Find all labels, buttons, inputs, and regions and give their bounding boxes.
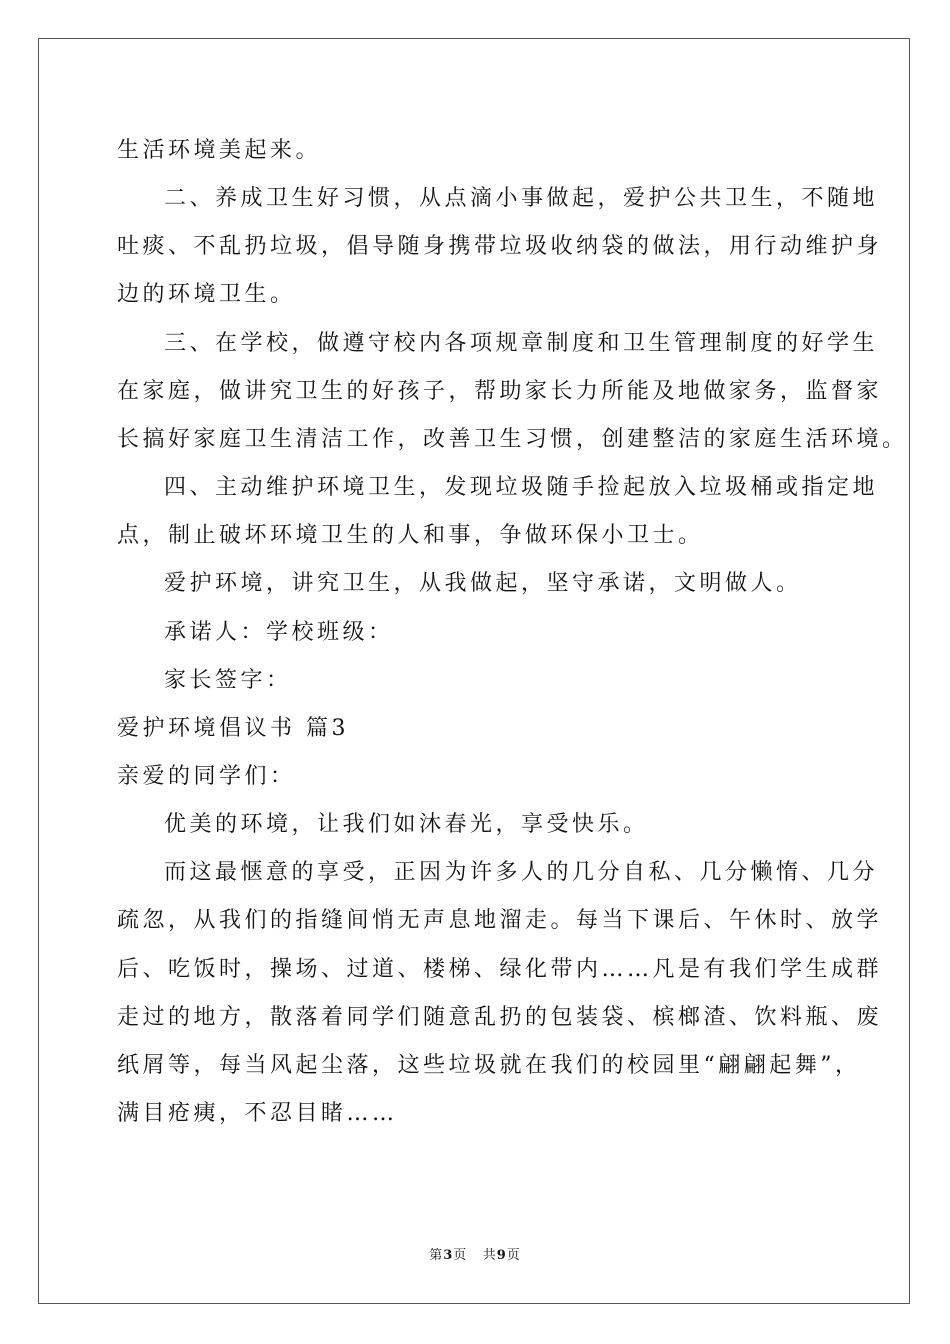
total-suffix: 页 <box>506 1248 521 1263</box>
page-suffix: 页 <box>453 1248 468 1263</box>
page-number: 3 <box>443 1248 454 1263</box>
total-pages: 9 <box>496 1248 507 1263</box>
total-prefix: 共 <box>482 1248 497 1263</box>
page-prefix: 第 <box>429 1248 444 1263</box>
paragraph-line: 三、在学校，做遵守校内各项规章制度和卫生管理制度的好学生 <box>164 331 879 356</box>
paragraph-line: 爱护环境，讲究卫生，从我做起，坚守承诺，文明做人。 <box>164 571 802 596</box>
paragraph-line: 二、养成卫生好习惯，从点滴小事做起，爱护公共卫生，不随地 <box>164 186 879 211</box>
paragraph-line: 优美的环境，让我们如沐春光，享受快乐。 <box>164 812 649 837</box>
paragraph-line: 在家庭，做讲究卫生的好孩子，帮助家长力所能及地做家务，监督家 <box>117 379 883 404</box>
paragraph-line: 后、吃饭时，操场、过道、楼梯、绿化带内……凡是有我们学生成群 <box>117 957 883 982</box>
paragraph-line: 生活环境美起来。 <box>117 138 322 163</box>
signature-line: 承诺人：学校班级： <box>164 620 394 645</box>
page-footer <box>0 1246 950 1266</box>
paragraph-line: 边的环境卫生。 <box>117 282 296 307</box>
paragraph-line: 长搞好家庭卫生清洁工作，改善卫生习惯，创建整洁的家庭生活环境。 <box>117 427 908 452</box>
signature-line: 家长签字： <box>164 668 292 693</box>
section-heading: 爱护环境倡议书 篇3 <box>117 716 349 741</box>
paragraph-line: 疏忽，从我们的指缝间悄无声息地溜走。每当下课后、午休时、放学 <box>117 908 883 933</box>
paragraph-line: 走过的地方，散落着同学们随意乱扔的包装袋、槟榔渣、饮料瓶、废 <box>117 1005 883 1030</box>
paragraph-line: 而这最惬意的享受，正因为许多人的几分自私、几分懒惰、几分 <box>164 860 879 885</box>
paragraph-line: 吐痰、不乱扔垃圾，倡导随身携带垃圾收纳袋的做法，用行动维护身 <box>117 234 883 259</box>
paragraph-line: 满目疮痍，不忍目睹…… <box>117 1101 398 1126</box>
paragraph-line: 四、主动维护环境卫生，发现垃圾随手捡起放入垃圾桶或指定地 <box>164 475 879 500</box>
salutation: 亲爱的同学们： <box>117 764 296 789</box>
paragraph-line: 点，制止破坏环境卫生的人和事，争做环保小卫士。 <box>117 523 704 548</box>
paragraph-line: 纸屑等，每当风起尘落，这些垃圾就在我们的校园里“翩翩起舞”， <box>117 1053 861 1078</box>
